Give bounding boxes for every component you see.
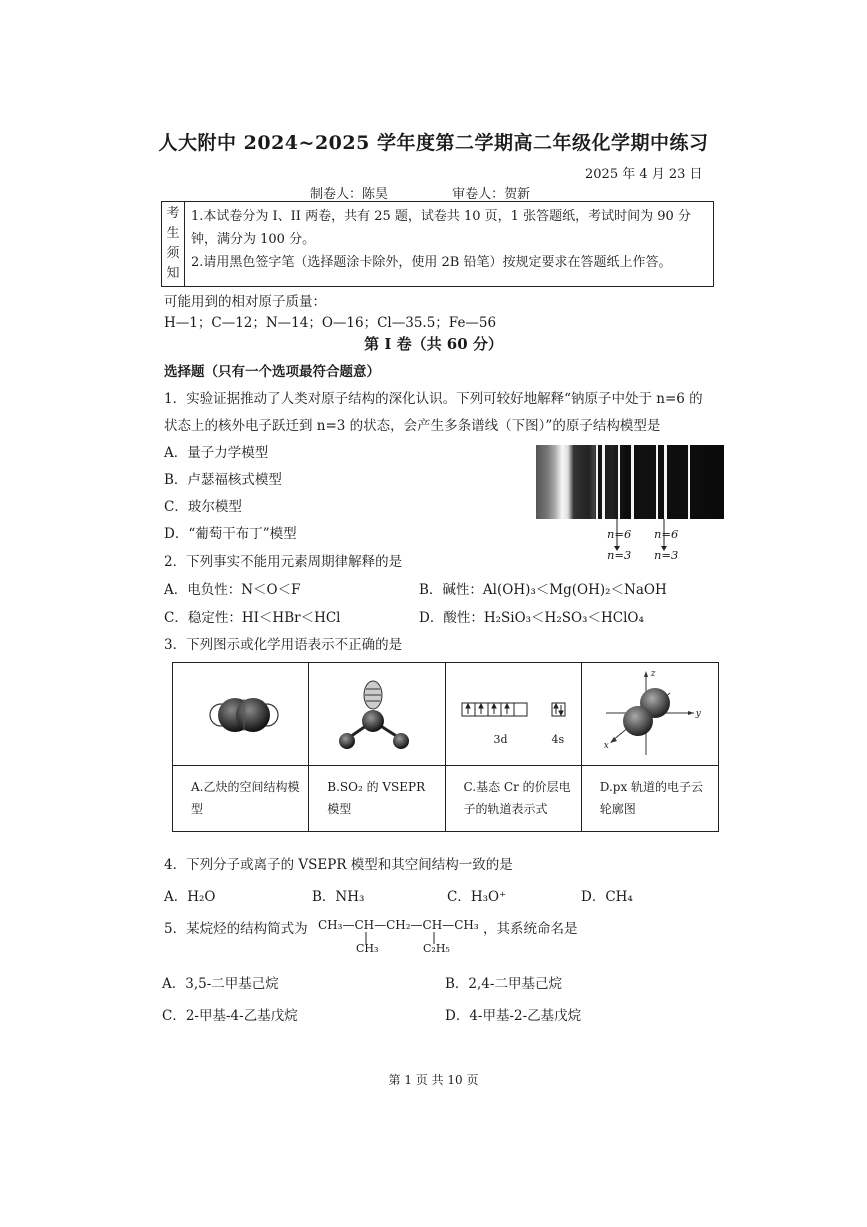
- q2-option-a: A．电负性：N＜O＜F: [164, 582, 301, 598]
- acetylene-model-icon: [173, 663, 308, 763]
- reviewer: 审卷人：贺新: [452, 187, 531, 202]
- q5-option-c: C．2-甲基-4-乙基戊烷: [162, 1008, 298, 1024]
- q1-stem-1: 1．实验证据推动了人类对原子结构的深化认识。下列可较好地解释“钠原子中处于 n=6 的: [164, 391, 703, 407]
- q5-formula: CH₃—CH—CH₂—CH—CH₃: [318, 918, 479, 932]
- q5-option-b: B．2,4-二甲基己烷: [445, 976, 562, 992]
- q5-stem-pre: 5．某烷烃的结构简式为: [164, 921, 308, 937]
- notice-head-char: 生: [166, 226, 180, 241]
- q4-option-a: A．H₂O: [164, 889, 216, 905]
- q2-option-c: C．稳定性：HI＜HBr＜HCl: [164, 610, 341, 626]
- page-title: 人大附中 2024~2025 学年度第二学期高二年级化学期中练习: [158, 132, 709, 154]
- q5-option-d: D．4-甲基-2-乙基戊烷: [445, 1008, 582, 1024]
- atomic-mass-label: 可能用到的相对原子质量：: [164, 294, 326, 310]
- spectral-line: [688, 445, 690, 519]
- spectral-line: [664, 445, 667, 519]
- q5-branch-c2h5: C₂H₅: [423, 942, 450, 955]
- caption-a: A.乙炔的空间结构模型: [173, 766, 309, 831]
- caption-b: B.SO₂ 的 VSEPR 模型: [309, 766, 445, 831]
- notice-head-char: 考: [166, 206, 180, 221]
- spectral-line: [656, 445, 658, 519]
- label-n3-right: n=3: [654, 548, 679, 562]
- figure-c: [446, 663, 582, 766]
- author-line: [310, 183, 530, 202]
- q5-option-a: A．3,5-二甲基己烷: [162, 976, 279, 992]
- q2-option-d: D．酸性：H₂SiO₃＜H₂SO₃＜HClO₄: [419, 610, 644, 626]
- label-n6-left: n=6: [607, 527, 632, 541]
- q5-stem-post: ，其系统命名是: [483, 921, 578, 937]
- q3-stem: 3．下列图示或化学用语表示不正确的是: [164, 637, 403, 653]
- q4-option-d: D．CH₄: [581, 889, 633, 905]
- notice-body: [185, 202, 714, 287]
- section-subtitle: 选择题（只有一个选项最符合题意）: [164, 364, 380, 380]
- notice-head-char: 知: [166, 266, 180, 281]
- cr-orbital-diagram: [446, 663, 581, 763]
- q1-option-d: D．“葡萄干布丁”模型: [164, 526, 297, 542]
- spectral-line: [602, 445, 605, 519]
- notice-line-2: 2.请用黑色签字笔（选择题涂卡除外，使用 2B 铅笔）按规定要求在答题纸上作答。: [191, 255, 672, 270]
- figure-a: [173, 663, 309, 766]
- exam-date: 2025 年 4 月 23 日: [585, 167, 703, 182]
- figure-d: [582, 663, 718, 766]
- spectral-line: [618, 445, 620, 519]
- notice-heading: [162, 202, 185, 287]
- axis-z-label: z: [650, 669, 656, 679]
- notice-line-1: 1.本试卷分为 I、II 两卷，共有 25 题，试卷共 10 页，1 张答题纸，考试时间为 90 分钟，满分为 100 分。: [191, 209, 691, 247]
- caption-c: C.基态 Cr 的价层电子的轨道表示式: [446, 766, 582, 831]
- spectral-line: [631, 445, 634, 519]
- q2-option-b: B．碱性：Al(OH)₃＜Mg(OH)₂＜NaOH: [419, 582, 667, 598]
- axis-x-label: x: [603, 741, 609, 751]
- label-n3-left: n=3: [607, 548, 632, 562]
- spectral-line: [596, 445, 598, 519]
- q5-branch-ch3: CH₃: [356, 942, 379, 955]
- maker: 制卷人：陈昊: [310, 187, 389, 202]
- axis-y-label: y: [695, 709, 701, 719]
- q1-option-a: A．量子力学模型: [164, 445, 269, 461]
- so2-vsepr-model-icon: [309, 663, 444, 763]
- notice-table: [161, 201, 714, 287]
- page-number: 第 1 页 共 10 页: [388, 1073, 479, 1087]
- caption-d: D.px 轨道的电子云轮廓图: [599, 780, 704, 816]
- q4-stem: 4．下列分子或离子的 VSEPR 模型和其空间结构一致的是: [164, 857, 513, 873]
- atomic-mass-values: H—1；C—12；N—14；O—16；Cl—35.5；Fe—56: [164, 315, 497, 331]
- q4-option-c: C．H₃O⁺: [447, 889, 507, 905]
- notice-head-char: 须: [166, 246, 180, 261]
- section-title: 第 I 卷（共 60 分）: [364, 335, 503, 353]
- q3-figure-table: [172, 662, 719, 832]
- figure-b: [309, 663, 445, 766]
- q4-option-b: B．NH₃: [312, 889, 365, 905]
- orbital-label-4s: 4s: [551, 733, 565, 746]
- label-n6-right: n=6: [654, 527, 679, 541]
- q1-option-b: B．卢瑟福核式模型: [164, 472, 282, 488]
- q1-stem-2: 状态上的核外电子跃迁到 n=3 的状态，会产生多条谱线（下图）”的原子结构模型是: [164, 418, 661, 434]
- sodium-spectrum-image: [536, 445, 724, 519]
- q1-option-c: C．玻尔模型: [164, 499, 242, 515]
- orbital-label-3d: 3d: [493, 733, 508, 746]
- q2-stem: 2．下列事实不能用元素周期律解释的是: [164, 554, 403, 570]
